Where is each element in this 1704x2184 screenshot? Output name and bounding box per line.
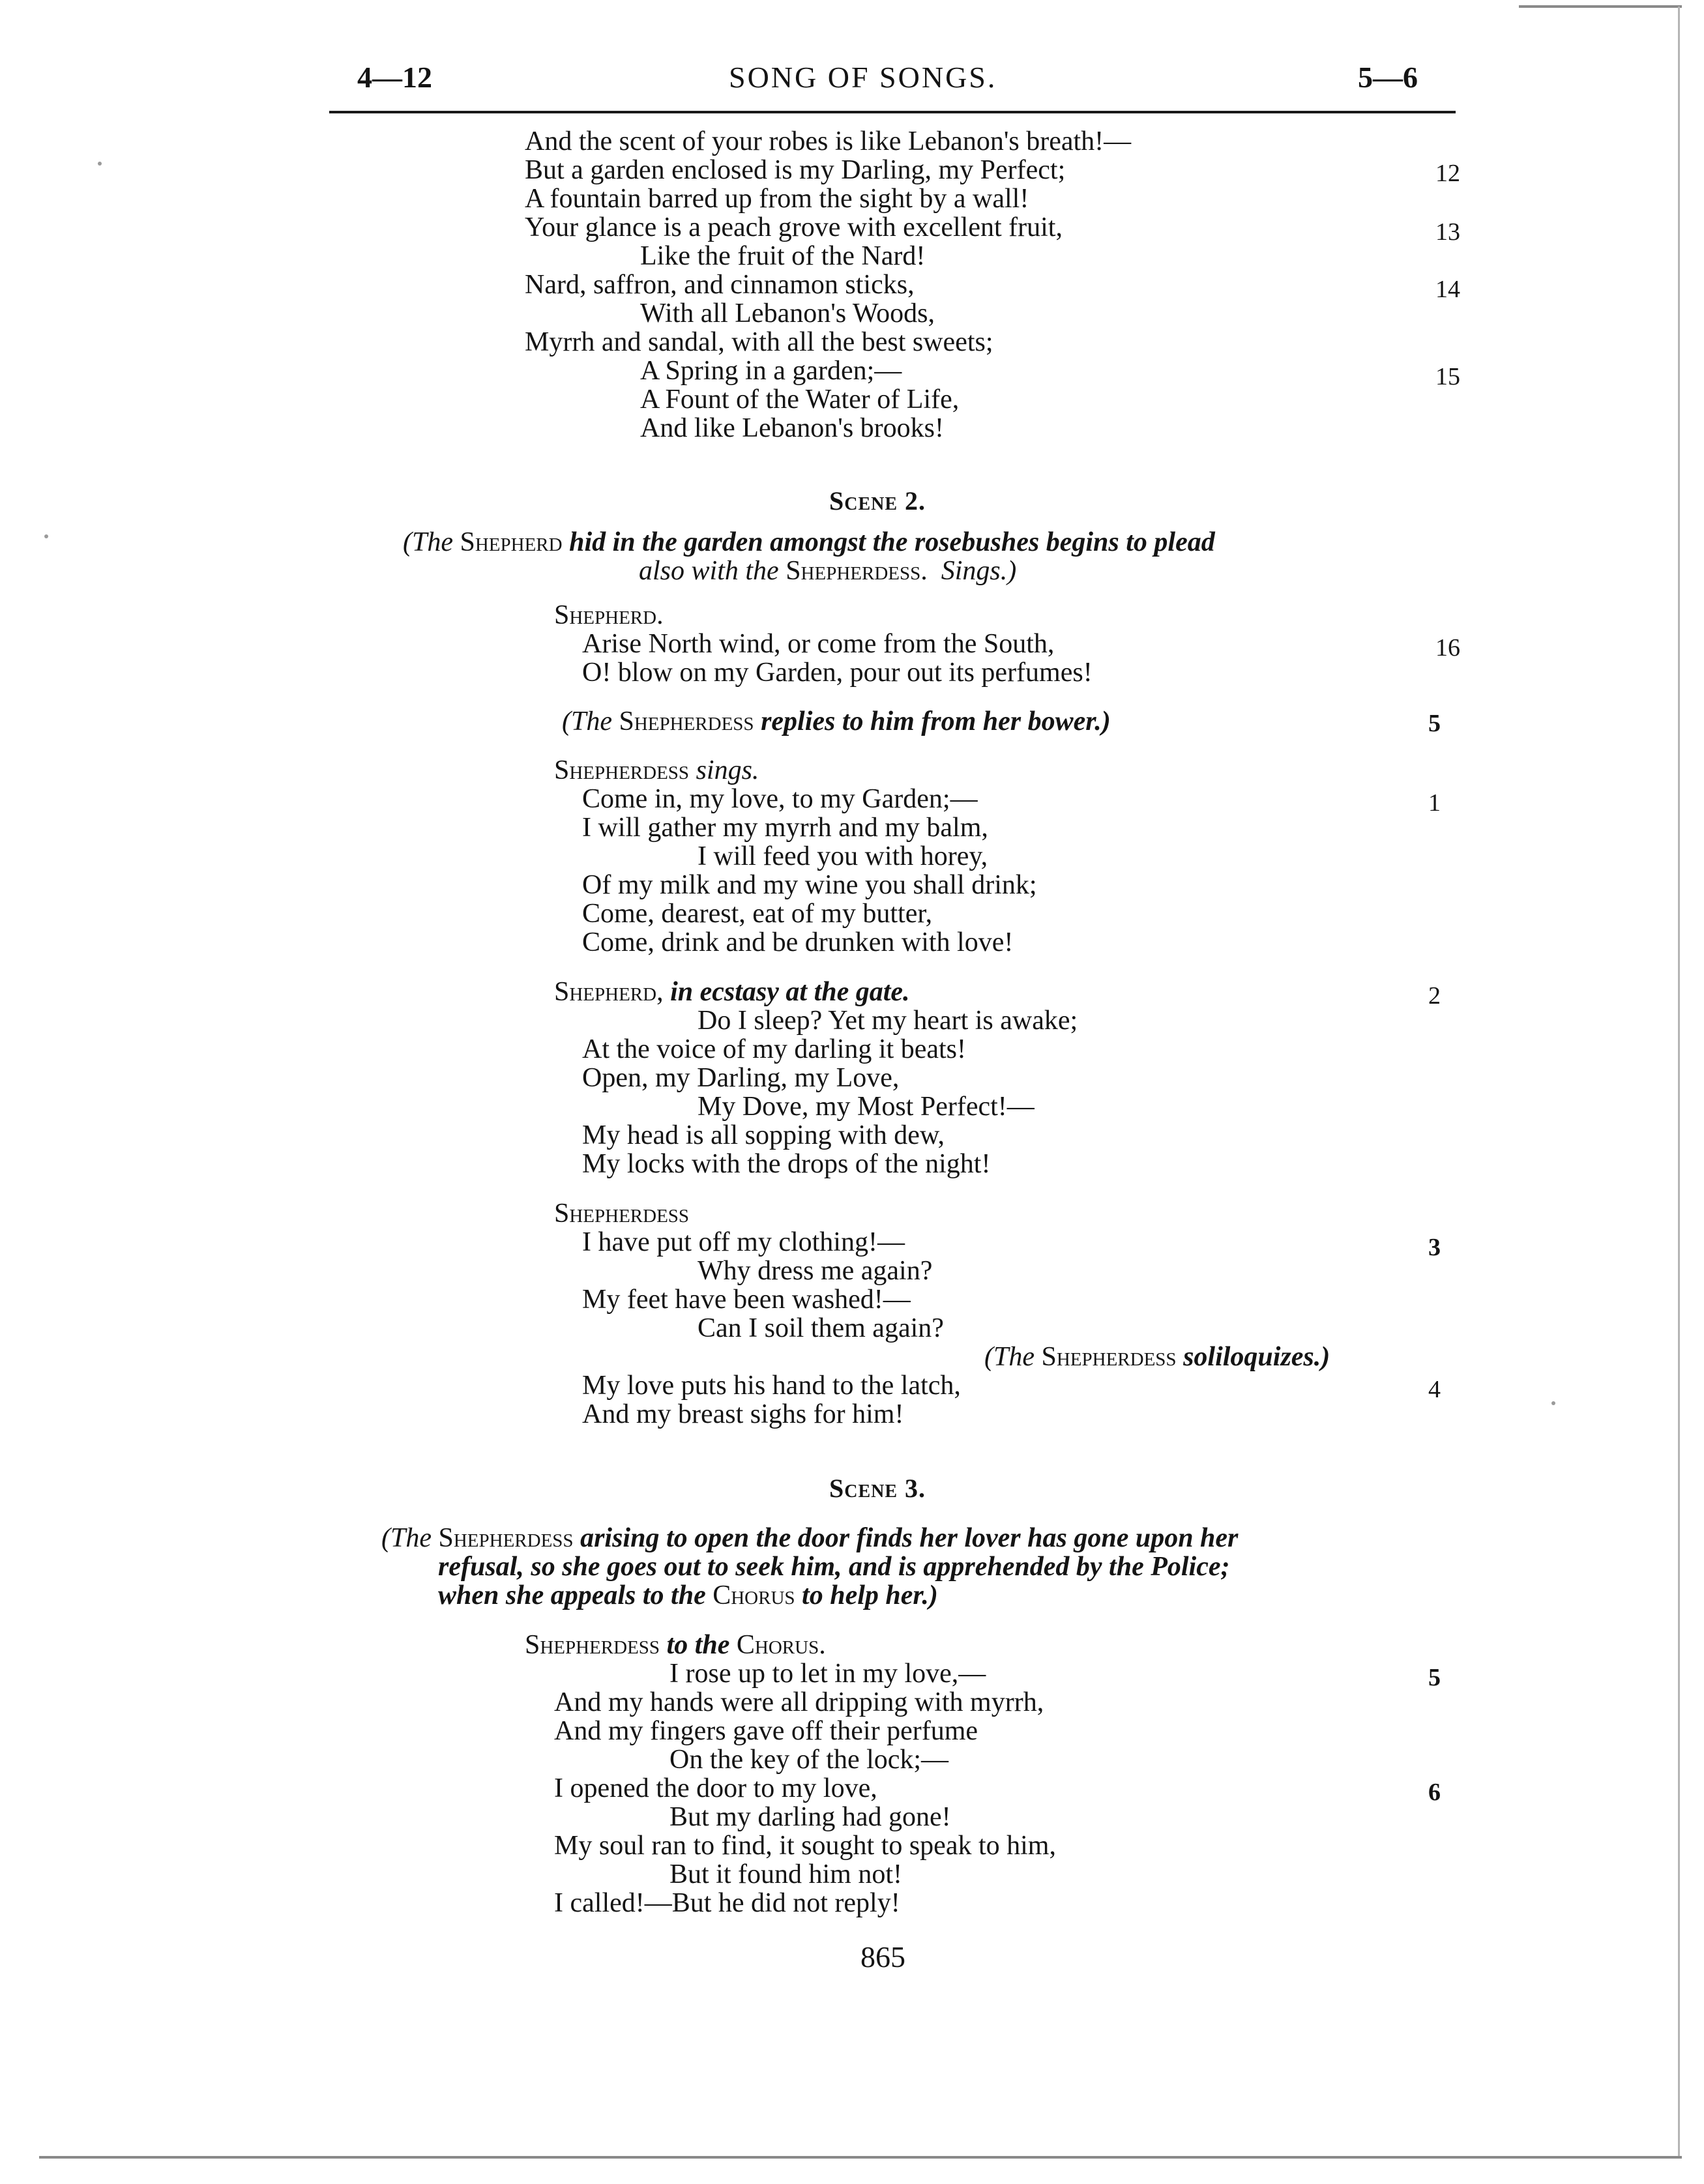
verse-line: Can I soil them again? <box>698 1313 944 1343</box>
verse-line: And my hands were all dripping with myrrh, <box>554 1687 1044 1717</box>
verse-line: My love puts his hand to the latch, <box>582 1371 961 1401</box>
verse-line: Come, dearest, eat of my butter, <box>582 899 933 929</box>
verse-number: 3 <box>1428 1234 1441 1261</box>
verse-number: 13 <box>1435 218 1460 246</box>
verse-line: Myrrh and sandal, with all the best sweets; <box>525 327 993 357</box>
verse-line: Your glance is a peach grove with excellent fruit, <box>525 212 1063 242</box>
verse-line: My feet have been washed!— <box>582 1285 911 1315</box>
scan-speck <box>44 534 48 538</box>
stage-direction: when she appeals to the Chorus to help her.) <box>438 1580 938 1610</box>
verse-line: And the scent of your robes is like Lebanon's breath!— <box>525 126 1132 156</box>
verse-line: Why dress me again? <box>698 1256 933 1286</box>
verse-line: I opened the door to my love, <box>554 1773 877 1803</box>
speaker-name: Shepherd. <box>554 600 664 630</box>
verse-line: I will gather my myrrh and my balm, <box>582 813 988 843</box>
verse-line: Do I sleep? Yet my heart is awake; <box>698 1006 1078 1036</box>
verse-line: But a garden enclosed is my Darling, my Perfect; <box>525 155 1066 185</box>
verse-line: Come in, my love, to my Garden;— <box>582 784 978 814</box>
scan-edge-right <box>1678 7 1680 2157</box>
verse-line: A fountain barred up from the sight by a wall! <box>525 184 1029 214</box>
verse-line: O! blow on my Garden, pour out its perfumes! <box>582 658 1093 688</box>
verse-number: 2 <box>1428 982 1441 1010</box>
scan-speck <box>1551 1401 1555 1405</box>
verse-line: My head is all sopping with dew, <box>582 1120 945 1150</box>
verse-line: Arise North wind, or come from the South, <box>582 629 1055 659</box>
stage-direction: (The Shepherd hid in the garden amongst the rosebushes begins to plead <box>403 527 1215 557</box>
speaker-name: Shepherdess sings. <box>554 755 759 785</box>
verse-line: I will feed you with horey, <box>698 841 988 871</box>
stage-direction: (The Shepherdess replies to him from her bower.) <box>562 706 1111 736</box>
verse-line: But it found him not! <box>669 1859 902 1889</box>
verse-number: 6 <box>1428 1779 1441 1806</box>
verse-line: My Dove, my Most Perfect!— <box>698 1092 1035 1122</box>
verse-number: 5 <box>1428 710 1441 737</box>
verse-line: And like Lebanon's brooks! <box>640 413 944 443</box>
scene-heading: Scene 2. <box>829 486 926 516</box>
verse-line: And my fingers gave off their perfume <box>554 1716 978 1746</box>
scan-speck <box>98 162 102 166</box>
scan-edge-top <box>1519 5 1682 8</box>
scene-heading: Scene 3. <box>829 1474 926 1503</box>
verse-number: 15 <box>1435 363 1460 390</box>
verse-line: My soul ran to find, it sought to speak to him, <box>554 1831 1056 1861</box>
page-number: 865 <box>860 1940 905 1973</box>
verse-line: My locks with the drops of the night! <box>582 1149 991 1179</box>
verse-line: I rose up to let in my love,— <box>669 1659 986 1689</box>
verse-line: I called!—But he did not reply! <box>554 1888 900 1918</box>
verse-line: On the key of the lock;— <box>669 1745 949 1775</box>
verse-number: 1 <box>1428 789 1441 817</box>
verse-line: Come, drink and be drunken with love! <box>582 927 1014 957</box>
stage-direction: (The Shepherdess soliloquizes.) <box>984 1342 1330 1372</box>
verse-line: Like the fruit of the Nard! <box>640 241 926 271</box>
header-rule <box>329 111 1456 113</box>
verse-line: With all Lebanon's Woods, <box>640 298 935 328</box>
verse-line: Open, my Darling, my Love, <box>582 1063 900 1093</box>
verse-line: I have put off my clothing!— <box>582 1227 905 1257</box>
stage-direction: also with the Shepherdess. Sings.) <box>639 556 1017 586</box>
verse-line: At the voice of my darling it beats! <box>582 1034 967 1064</box>
header-chapter-range-left: 4—12 <box>357 61 432 94</box>
speaker-name: Shepherd, in ecstasy at the gate. <box>554 977 910 1007</box>
verse-line: Of my milk and my wine you shall drink; <box>582 870 1037 900</box>
verse-number: 4 <box>1428 1376 1441 1403</box>
stage-direction: refusal, so she goes out to seek him, and is apprehended by the Police; <box>438 1552 1230 1582</box>
header-title: SONG OF SONGS. <box>729 61 997 94</box>
verse-line: Nard, saffron, and cinnamon sticks, <box>525 270 915 300</box>
header-chapter-range-right: 5—6 <box>1358 61 1418 94</box>
speaker-name: Shepherdess <box>554 1199 690 1229</box>
scan-edge-bottom <box>39 2156 1682 2159</box>
verse-line: And my breast sighs for him! <box>582 1399 904 1429</box>
verse-number: 5 <box>1428 1664 1441 1691</box>
verse-number: 12 <box>1435 160 1460 187</box>
verse-line: A Spring in a garden;— <box>640 356 902 386</box>
verse-line: A Fount of the Water of Life, <box>640 385 960 415</box>
verse-number: 16 <box>1435 634 1460 662</box>
speaker-name: Shepherdess to the Chorus. <box>525 1630 826 1660</box>
verse-line: But my darling had gone! <box>669 1802 951 1832</box>
verse-number: 14 <box>1435 276 1460 303</box>
stage-direction: (The Shepherdess arising to open the door finds her lover has gone upon her <box>381 1523 1239 1553</box>
